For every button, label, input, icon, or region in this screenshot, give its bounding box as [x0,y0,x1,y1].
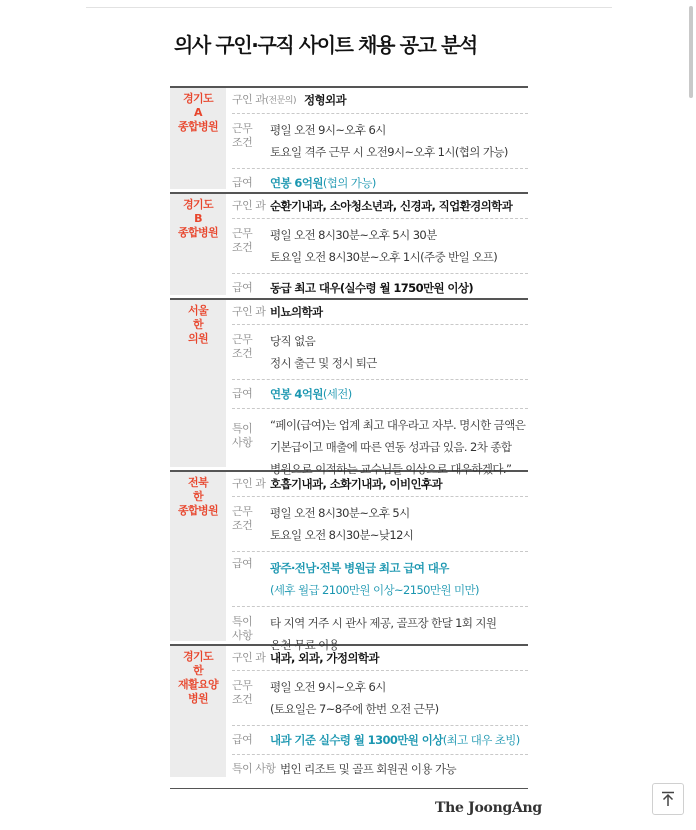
hospital-name: 경기도 B 종합병원 [170,194,226,295]
dept-sub-label: (전문의) [265,96,296,106]
hospital-name: 경기도 A 종합병원 [170,88,226,189]
hospital-block-2 [170,192,528,298]
infographic-card [170,30,528,780]
special-label-1: 특이 [232,422,253,435]
work-row [232,671,528,726]
work-label-1: 근무 [232,333,253,346]
special-value: 법인 리조트 및 골프 회원권 이용 가능 [280,762,456,776]
salary-row [232,552,528,607]
hospital-name: 경기도 한 재활요양 병원 [170,646,226,777]
special-value [270,414,528,480]
special-row [232,755,528,783]
dept-value: 호흡기내과, 소화기내과, 이비인후과 [270,477,442,491]
salary-rest: (세전) [322,387,352,401]
salary-rest: (최고 대우 초빙) [442,733,520,747]
work-value [270,502,528,546]
dept-value: 정형외과 [304,93,347,107]
work-line: 토요일 격주 근무 시 오전9시~오후 1시(협의 가능) [270,145,508,159]
scroll-top-button[interactable] [652,783,684,815]
salary-strong: 연봉 6억원 [270,176,323,190]
hospital-name: 전북 한 종합병원 [170,472,226,641]
dept-value: 비뇨의학과 [270,305,323,319]
special-line: 타 지역 거주 시 관사 제공, 골프장 한달 1회 지원 [270,616,497,630]
salary-value [270,385,528,403]
work-row [232,219,528,274]
work-row [232,114,528,169]
work-label-1: 근무 [232,227,253,240]
work-line: 평일 오전 8시30분~오후 5시 30분 [270,228,437,242]
salary-label: 급여 [232,557,253,570]
salary-label: 급여 [232,387,253,400]
special-line: 병원으로 이적하는 교수님들 이상으로 대우하겠다.” [270,462,512,476]
work-label-2: 조건 [232,241,253,254]
work-value [270,224,528,268]
work-line: 정시 출근 및 정시 퇴근 [270,356,377,370]
scrollbar-thumb[interactable] [689,6,693,98]
salary-label: 급여 [232,733,253,746]
special-label-2: 사항 [232,436,253,449]
salary-strong: 연봉 4억원 [270,387,323,401]
top-divider [86,7,612,8]
salary-label: 급여 [232,176,253,189]
salary-value [270,557,528,601]
salary-line: (세후 월급 2100만원 이상~2150만원 미만) [270,583,479,597]
hospital-block-4 [170,470,528,652]
work-row [232,325,528,380]
work-label-2: 조건 [232,347,253,360]
salary-strong: 내과 기준 실수령 월 1300만원 이상 [270,733,443,747]
dept-label: 구인 과 [232,199,266,212]
work-label-2: 조건 [232,519,253,532]
work-value [270,330,528,374]
salary-row [232,169,528,197]
salary-line: 광주·전남·전북 병원급 최고 급여 대우 [270,561,449,575]
work-line: (토요일은 7~8주에 한번 오전 근무) [270,702,439,716]
salary-row [232,726,528,755]
special-label-2: 사항 [232,629,253,642]
work-label-2: 조건 [232,693,253,706]
dept-value: 순환기내과, 소아청소년과, 신경과, 직업환경의학과 [270,199,513,213]
work-value [270,119,528,163]
special-line: 온천 무료 이용 [270,638,340,652]
dept-row [232,194,528,219]
work-label-1: 근무 [232,505,253,518]
work-line: 토요일 오전 8시30분~낮12시 [270,528,414,542]
dept-row [232,88,528,114]
hospital-block-1 [170,86,528,192]
salary-value [270,731,528,749]
joongang-logo: The JoongAng [435,800,542,816]
salary-rest: (협의 가능) [322,176,376,190]
work-row [232,497,528,552]
special-line: “페이(급여)는 업계 최고 대우라고 자부. 명시한 금액은 [270,418,526,432]
work-label-2: 조건 [232,136,253,149]
work-line: 평일 오전 8시30분~오후 5시 [270,506,410,520]
dept-label: 구인 과 [232,305,266,318]
salary-label: 급여 [232,281,253,294]
dept-label: 구인 과 [232,651,266,664]
salary-value [270,174,528,192]
dept-row [232,300,528,325]
bottom-divider [170,788,528,789]
work-line: 평일 오전 9시~오후 6시 [270,680,386,694]
arrow-up-to-line-icon [661,791,675,807]
salary-value: 동급 최고 대우(실수령 월 1750만원 이상) [270,281,474,295]
hospital-block-3 [170,298,528,476]
work-line: 평일 오전 9시~오후 6시 [270,123,386,137]
dept-label: 구인 과 [232,477,266,490]
work-line: 당직 없음 [270,334,316,348]
hospital-name: 서울 한 의원 [170,300,226,467]
dept-label: 구인 과 [232,93,266,106]
work-label-1: 근무 [232,679,253,692]
work-line: 토요일 오전 8시30분~오후 1시(주중 반일 오프) [270,250,498,264]
work-value [270,676,528,720]
special-line: 기본급이고 매출에 따른 연동 성과급 있음. 2차 종합 [270,440,512,454]
dept-row [232,472,528,497]
infographic-title: 의사 구인·구직 사이트 채용 공고 분석 [174,33,477,57]
work-label-1: 근무 [232,122,253,135]
dept-row [232,646,528,671]
salary-row [232,380,528,409]
salary-row [232,274,528,302]
special-label: 특이 사항 [232,762,276,775]
dept-value: 내과, 외과, 가정의학과 [270,651,379,665]
special-label-1: 특이 [232,615,253,628]
hospital-block-5 [170,644,528,780]
